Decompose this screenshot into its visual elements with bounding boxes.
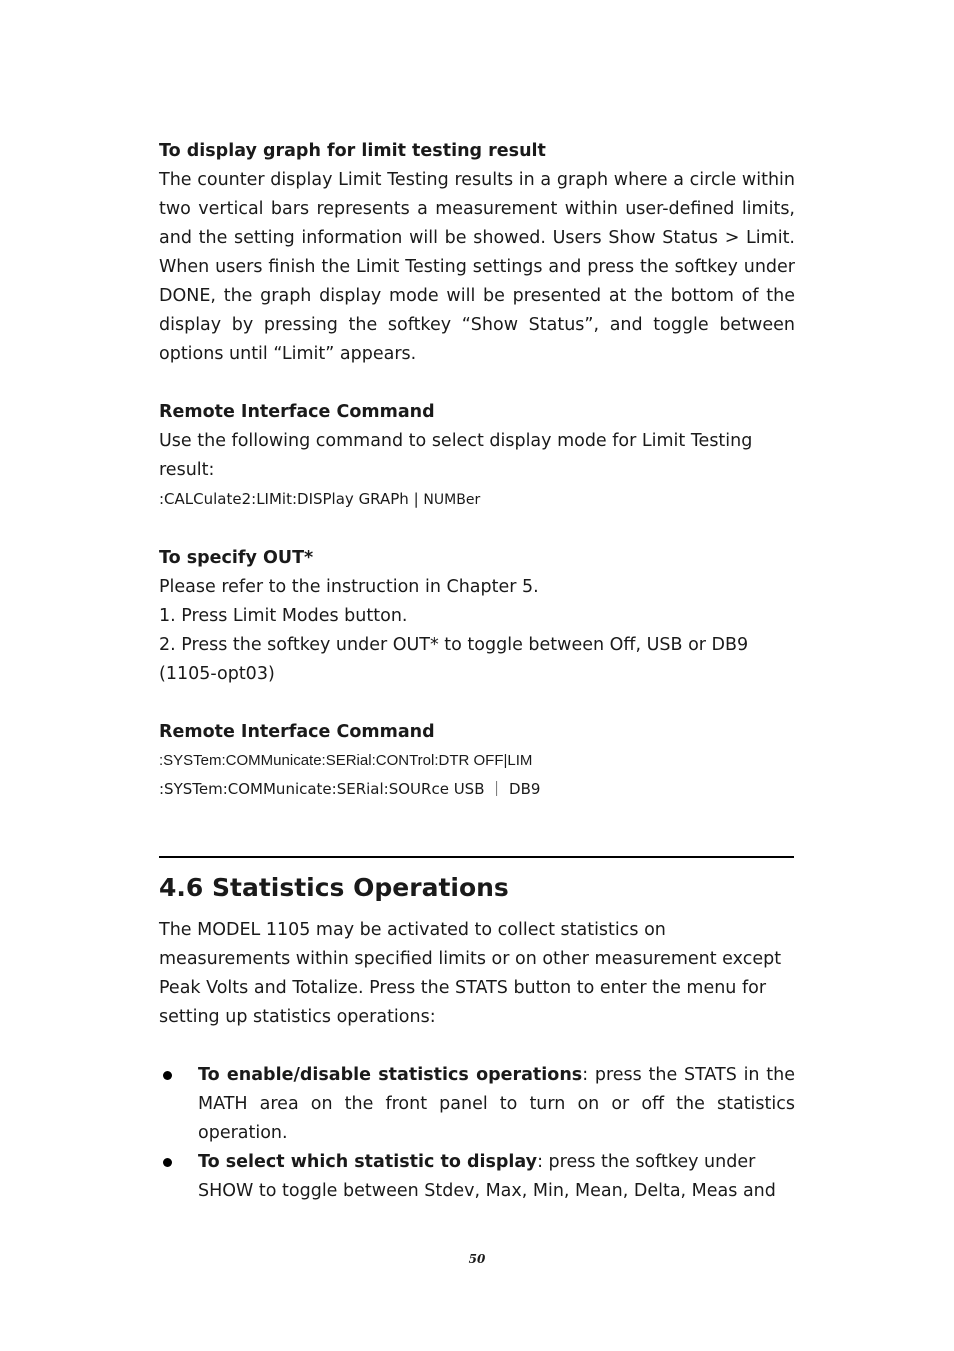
bullet-bold-text: To enable/disable statistics operations xyxy=(198,1065,583,1085)
calculate-command-tail: NUMBer xyxy=(423,492,481,508)
statistics-section xyxy=(159,916,795,1206)
bullet-text: : press the softkey under SHOW to toggle between Stdev, Max, Min, Mean, Delta, Meas and xyxy=(198,1152,776,1201)
bullet-icon xyxy=(163,1158,172,1167)
section-divider xyxy=(159,856,794,858)
bullet-bold-text: To select which statistic to display xyxy=(198,1152,538,1172)
remote-command-heading: Remote Interface Command xyxy=(159,402,435,422)
specify-out-line-3: 2. Press the softkey under OUT* to toggle between Off, USB or DB9 xyxy=(159,635,749,655)
specify-out-line-4: (1105-opt03) xyxy=(159,664,275,684)
bullet-text: : press the STATS in the MATH area on the front panel to turn on or off the statistics operation. xyxy=(198,1065,795,1143)
limit-graph-paragraph: The counter display Limit Testing results in a graph where a circle within two vertical bars represents a measurement within user-defined limits, and the setting information will be showed. Users Show Status > Limit. When users finish the Limit Testing settings and press the softkey under DONE, the graph display mode will be presented at the bottom of the display by pressing the softkey “Show Status”, and toggle between options until “Limit” appears. xyxy=(159,170,795,364)
statistics-intro: The MODEL 1105 may be activated to collect statistics on measurements within specified limits or on other measurement except Peak Volts and Totalize. Press the STATS button to enter the menu for setting up statistics operations: xyxy=(159,920,782,1027)
calculate-command-separator: | xyxy=(408,490,424,508)
remote-command-heading-2: Remote Interface Command xyxy=(159,722,435,742)
list-item xyxy=(159,1061,795,1148)
calculate-command xyxy=(159,485,795,514)
calculate-command-main: :CALCulate2:LIMit:DISPlay GRAPh xyxy=(159,490,409,508)
statistics-bullet-list xyxy=(159,1061,795,1206)
specify-out-heading: To specify OUT* xyxy=(159,548,314,568)
source-command: :SYSTem:COMMunicate:SERial:SOURce USB ｜ DB9 xyxy=(159,780,541,798)
page-content xyxy=(159,137,795,803)
limit-graph-heading: To display graph for limit testing result xyxy=(159,141,546,161)
specify-out-line-2: 1. Press Limit Modes button. xyxy=(159,606,408,626)
remote-command-paragraph: Use the following command to select display mode for Limit Testing result: xyxy=(159,431,753,480)
list-item xyxy=(159,1148,795,1206)
dtr-command: :SYSTem:COMMunicate:SERial:CONTrol:DTR OFF|LIM xyxy=(159,752,533,769)
page-number: 50 xyxy=(468,1252,486,1266)
specify-out-line-1: Please refer to the instruction in Chapter 5. xyxy=(159,577,539,597)
bullet-icon xyxy=(163,1071,172,1080)
section-title: 4.6 Statistics Operations xyxy=(159,873,509,902)
